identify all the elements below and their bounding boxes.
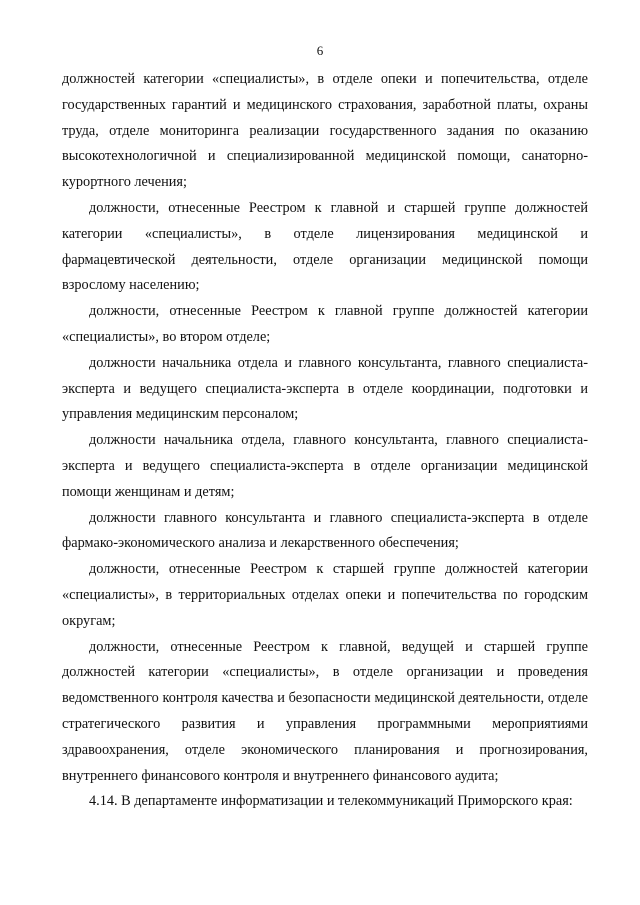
page-number: 6 bbox=[316, 43, 324, 58]
paragraph: должности начальника отдела и главного консультанта, главного специалиста-эксперта и ведущего специалиста-эксперта в отделе координации, подготовки и управления медицинским персоналом; bbox=[62, 354, 588, 423]
document-body bbox=[62, 67, 588, 815]
paragraph: должности, отнесенные Реестром к главной и старшей группе должностей категории «специалисты», в отделе лицензирования медицинской и фармацевтической деятельности, отделе организации медицинской помощи взрослому населению; bbox=[62, 199, 588, 294]
paragraph: должности, отнесенные Реестром к главной, ведущей и старшей группе должностей категории «специалисты», в отделе организации и проведения ведомственного контроля качества и безопасности медицинской деятельности, отделе стратегического развития и управления программными мероприятиями здравоохранения, отделе экономического планирования и прогнозирования, внутреннего финансового контроля и внутреннего финансового аудита; bbox=[62, 638, 588, 784]
paragraph: должности, отнесенные Реестром к главной группе должностей категории «специалисты», во втором отделе; bbox=[62, 303, 588, 345]
paragraph: должности начальника отдела, главного консультанта, главного специалиста-эксперта и ведущего специалиста-эксперта в отделе организации медицинской помощи женщинам и детям; bbox=[62, 432, 588, 500]
paragraph: должности главного консультанта и главного специалиста-эксперта в отделе фармако-экономического анализа и лекарственного обеспечения; bbox=[62, 509, 588, 552]
paragraph: должности, отнесенные Реестром к старшей группе должностей категории «специалисты», в территориальных отделах опеки и попечительства по городским округам; bbox=[62, 561, 588, 629]
paragraph: должностей категории «специалисты», в отделе опеки и попечительства, отделе государственных гарантий и медицинского страхования, заработной платы, охраны труда, отделе мониторинга реализации государственного задания по оказанию высокотехнологичной и специализированной медицинской помощи, санаторно-курортного лечения; bbox=[62, 71, 588, 191]
section-heading-paragraph: 4.14. В департаменте информатизации и телекоммуникаций Приморского края: bbox=[89, 793, 573, 810]
